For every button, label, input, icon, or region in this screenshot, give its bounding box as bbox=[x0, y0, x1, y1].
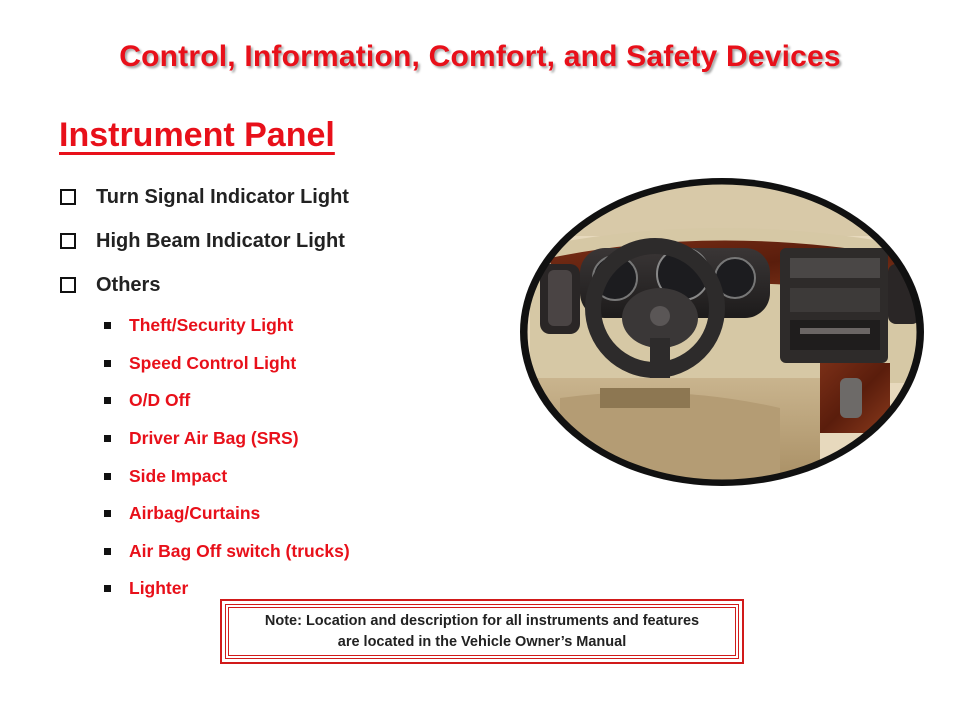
bullet-label: High Beam Indicator Light bbox=[96, 229, 345, 252]
note-box bbox=[220, 599, 744, 664]
checkbox-bullet-icon bbox=[60, 277, 76, 293]
sub-bullet-item bbox=[104, 533, 350, 571]
note-box-inner bbox=[225, 604, 739, 659]
bullet-label: Others bbox=[96, 273, 161, 296]
checkbox-bullet-icon bbox=[60, 233, 76, 249]
square-bullet-icon bbox=[104, 510, 111, 517]
sub-list-container bbox=[60, 307, 350, 608]
sub-bullet-list bbox=[60, 307, 350, 608]
sub-bullet-label: Airbag/Curtains bbox=[129, 503, 261, 524]
square-bullet-icon bbox=[104, 397, 111, 404]
note-line-1: Note: Location and description for all instruments and features bbox=[264, 612, 700, 629]
sub-bullet-item bbox=[104, 307, 350, 345]
sub-bullet-label: Theft/Security Light bbox=[129, 315, 294, 336]
note-line-2: are located in the Vehicle Owner’s Manual bbox=[337, 633, 627, 650]
sub-bullet-label: Driver Air Bag (SRS) bbox=[129, 428, 299, 449]
sub-bullet-label: O/D Off bbox=[129, 390, 191, 411]
sub-bullet-item bbox=[104, 420, 350, 458]
square-bullet-icon bbox=[104, 360, 111, 367]
square-bullet-icon bbox=[104, 322, 111, 329]
sub-bullet-item bbox=[104, 457, 350, 495]
sub-bullet-item bbox=[104, 495, 350, 533]
square-bullet-icon bbox=[104, 548, 111, 555]
sub-bullet-label: Lighter bbox=[129, 578, 189, 599]
bullet-item bbox=[60, 175, 350, 219]
square-bullet-icon bbox=[104, 473, 111, 480]
bullet-list bbox=[60, 175, 350, 608]
sub-bullet-label: Speed Control Light bbox=[129, 352, 297, 373]
bullet-item bbox=[60, 263, 350, 307]
sub-bullet-label: Air Bag Off switch (trucks) bbox=[129, 540, 350, 561]
checkbox-bullet-icon bbox=[60, 189, 76, 205]
section-heading: Instrument Panel bbox=[59, 116, 335, 154]
bullet-item bbox=[60, 219, 350, 263]
square-bullet-icon bbox=[104, 435, 111, 442]
bullet-label: Turn Signal Indicator Light bbox=[96, 185, 349, 208]
instrument-panel-photo bbox=[520, 178, 924, 486]
sub-bullet-label: Side Impact bbox=[129, 465, 228, 486]
sub-bullet-item bbox=[104, 345, 350, 383]
sub-bullet-item bbox=[104, 382, 350, 420]
square-bullet-icon bbox=[104, 585, 111, 592]
slide-title: Control, Information, Comfort, and Safety Devices bbox=[119, 40, 841, 73]
